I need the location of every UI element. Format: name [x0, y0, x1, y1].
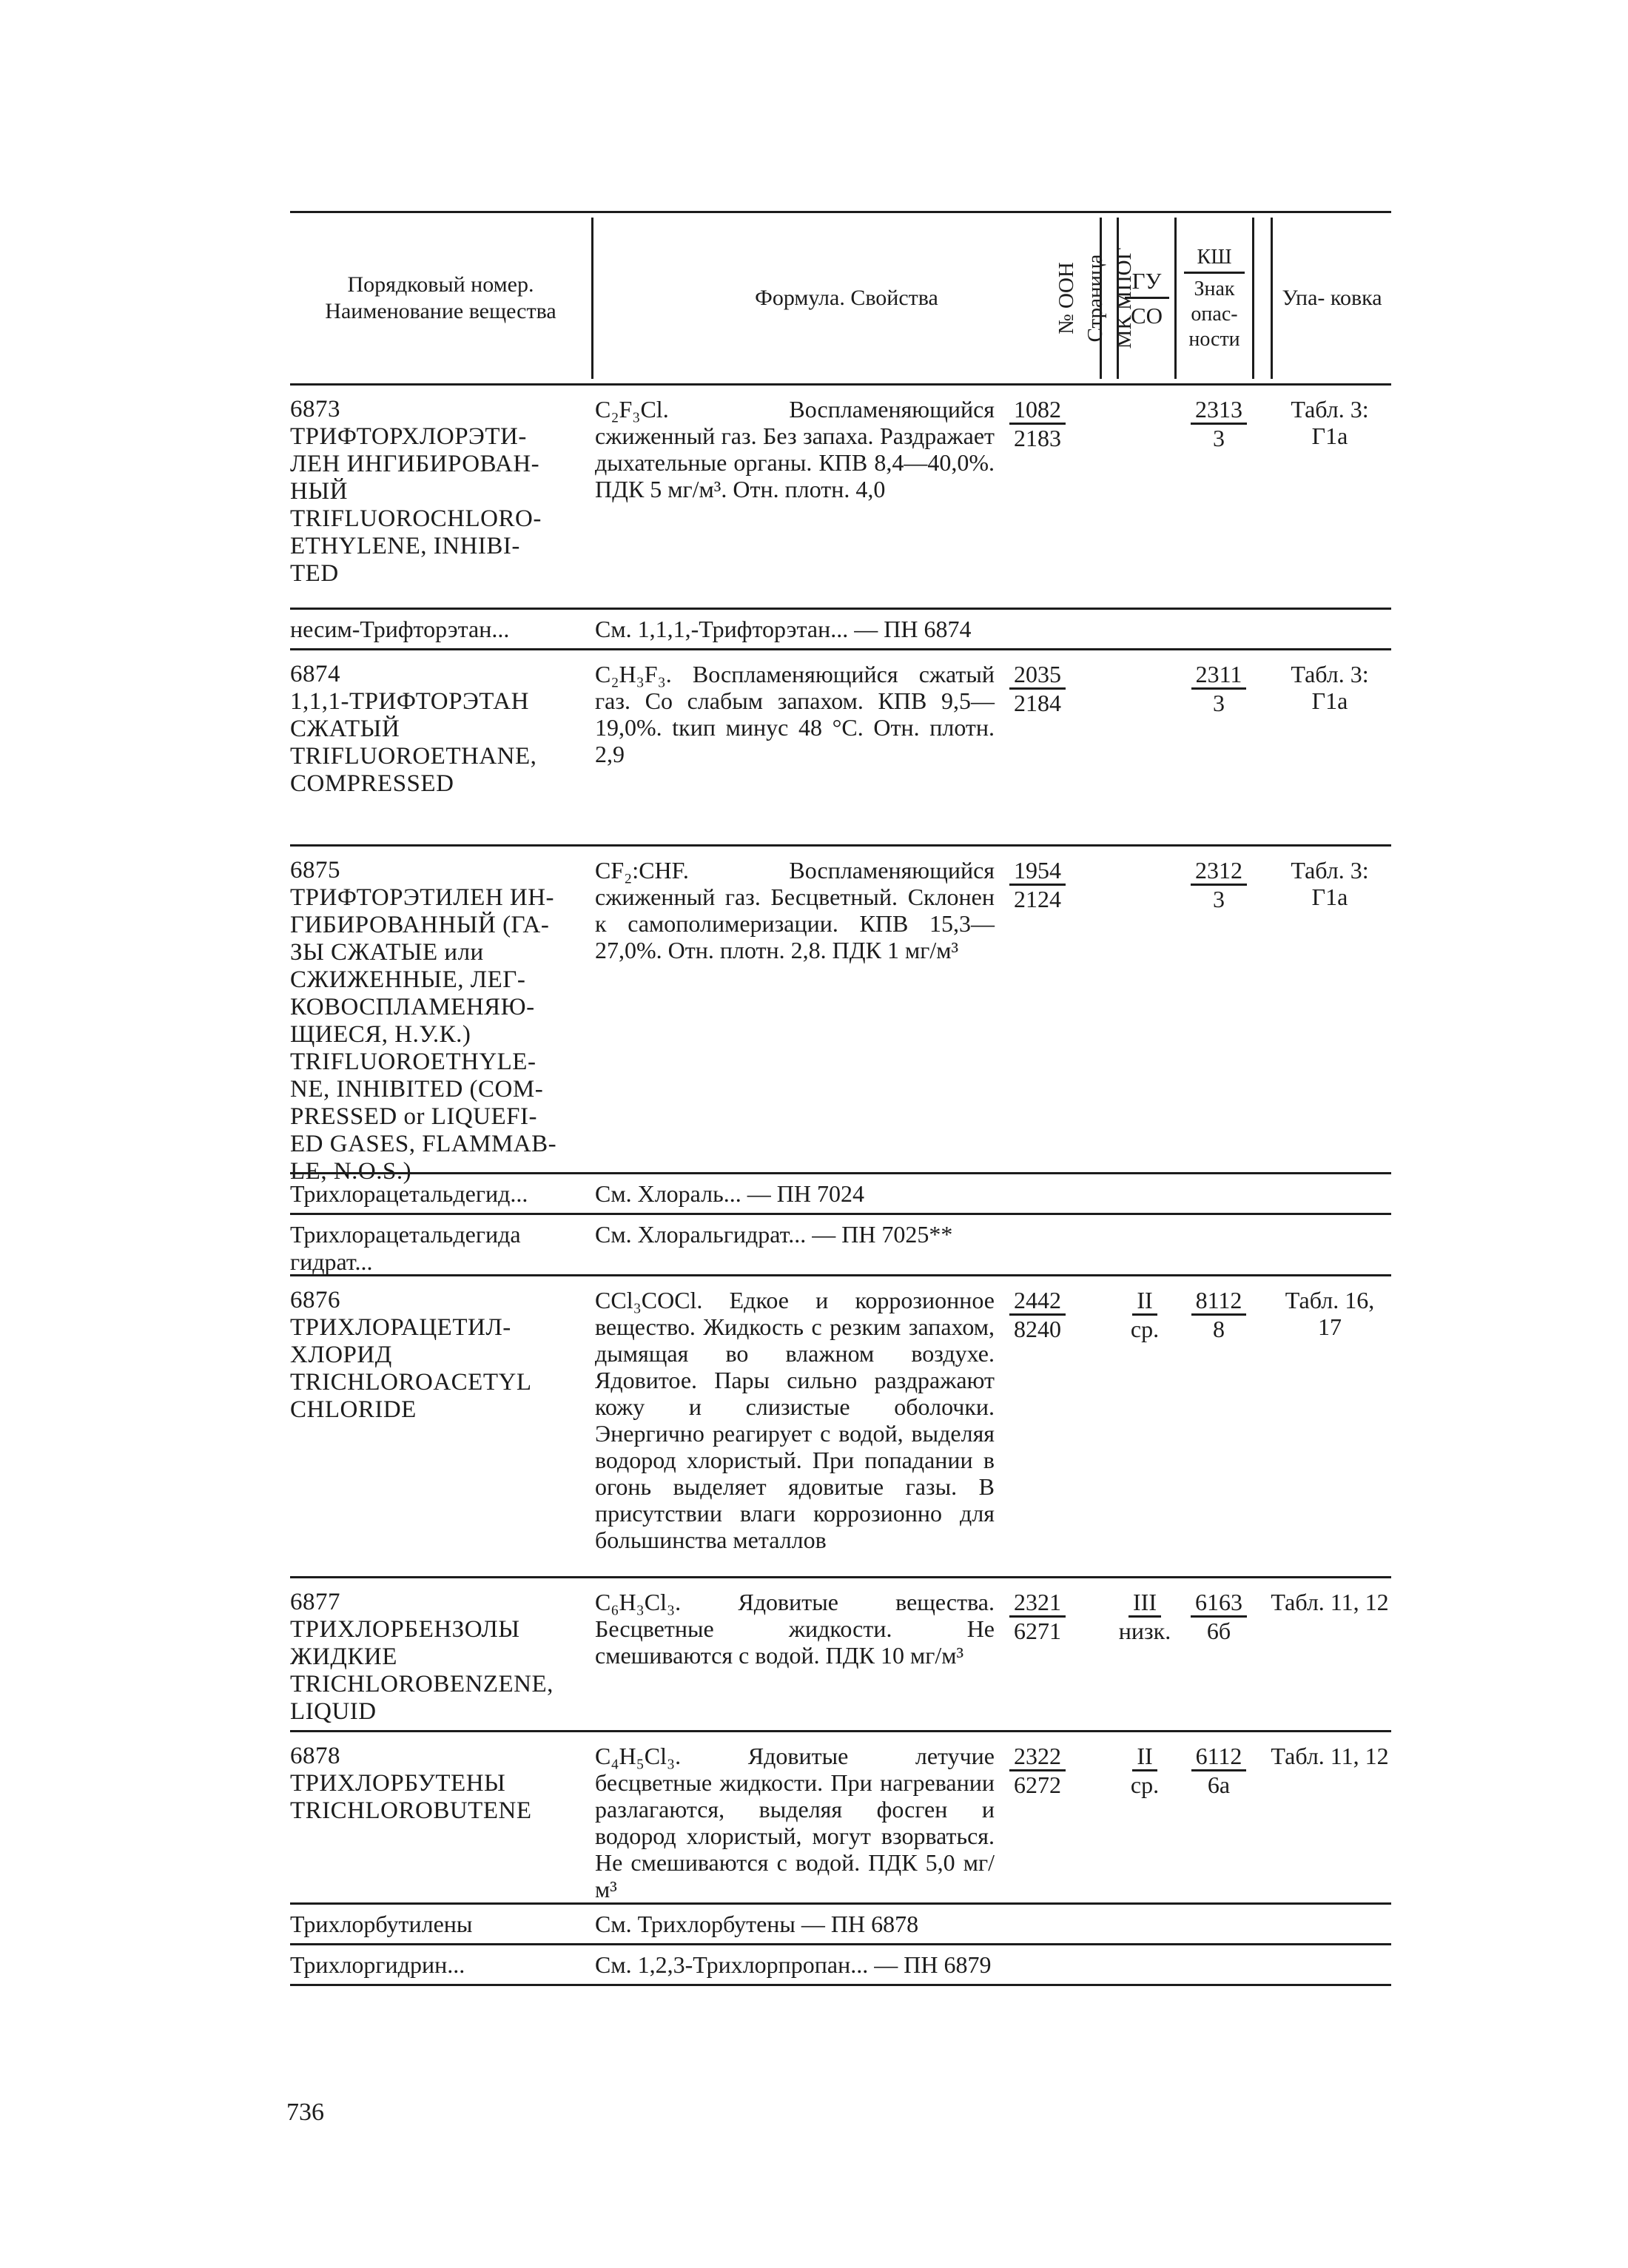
ksh-code-top: 8112	[1191, 1287, 1247, 1316]
ksh-code-top: 6163	[1191, 1589, 1247, 1618]
un-number-bottom: 2124	[1014, 886, 1061, 912]
substance-name: 6877 ТРИХЛОРБЕНЗОЛЫ ЖИДКИЕ TRICHLOROBENZENE, LIQUID	[290, 1589, 554, 1725]
reference-row	[290, 1905, 1391, 1945]
ksh-code-top: 6112	[1191, 1743, 1247, 1771]
un-number-top: 2035	[1009, 661, 1066, 690]
ksh-code-bottom: 3	[1213, 690, 1225, 716]
substance-name: Трихлоргидрин...	[290, 1951, 465, 1978]
gu-group-bottom: низк.	[1118, 1618, 1171, 1644]
page-number: 736	[286, 2099, 324, 2126]
header-name: Порядковый номер. Наименование вещества	[325, 272, 556, 323]
un-number	[997, 1287, 1078, 1342]
packaging: Табл. 3: Г1а	[1291, 396, 1369, 449]
ksh-code	[1178, 1287, 1259, 1342]
substance-formula: CCl₃COCl. Едкое и коррозионное вещество. Жидкость с резким запахом, дымящая во влажном воздухе. Ядовитое. Пары сильно раздражают кожу и слизистые оболочки. Энергично реагирует с водой, выделяя водород хлористый. При попадании в огонь выделяет ядовитые газы. В присутствии влаги коррозионно для большинства металлов	[595, 1287, 995, 1553]
ksh-code-top: 2311	[1191, 661, 1247, 690]
substance-formula: См. 1,2,3-Трихлорпропан... — ПН 6879	[595, 1951, 992, 1978]
header-ksh: КШ Знак опас- ности	[1177, 213, 1252, 383]
ksh-code-bottom: 6а	[1207, 1771, 1231, 1798]
gu-group-top: III	[1128, 1589, 1161, 1618]
un-number	[997, 1743, 1078, 1798]
gu-group-bottom: ср.	[1130, 1316, 1160, 1342]
ksh-code-bottom: 8	[1213, 1316, 1225, 1342]
substance-formula: См. Хлораль... — ПН 7024	[595, 1180, 864, 1207]
un-number-bottom: 2184	[1014, 690, 1061, 716]
un-number-bottom: 2183	[1014, 425, 1061, 451]
substance-row	[290, 1276, 1391, 1578]
gu-group-top: II	[1132, 1287, 1157, 1316]
header-pack: Упа- ковка	[1282, 286, 1382, 310]
un-number-top: 1082	[1009, 396, 1066, 425]
substance-name: 6878 ТРИХЛОРБУТЕНЫ TRICHLOROBUTENE	[290, 1743, 532, 1824]
packaging: Табл. 11, 12	[1271, 1743, 1389, 1769]
substance-formula: C₄H₅Cl₃. Ядовитые летучие бесцветные жидкости. При нагревании разлагаются, выделяя фосген и водород хлористый, могут взорваться. Не смешиваются с водой. ПДК 5,0 мг/м³	[595, 1743, 995, 1902]
un-number	[997, 1589, 1078, 1644]
ksh-code-bottom: 3	[1213, 886, 1225, 912]
ksh-code	[1178, 1589, 1259, 1644]
ksh-code	[1178, 857, 1259, 912]
reference-row	[290, 610, 1391, 650]
substance-formula: C₂F₃Cl. Воспламеняющийся сжиженный газ. Без запаха. Раздражает дыхательные органы. КПВ 8,4—40,0%. ПДК 5 мг/м³. Отн. плотн. 4,0	[595, 396, 995, 502]
ksh-code	[1178, 396, 1259, 451]
substance-formula: См. 1,1,1,-Трифторэтан... — ПН 6874	[595, 616, 972, 642]
header-gu: ГУ СО	[1119, 213, 1174, 383]
reference-row	[290, 1945, 1391, 1986]
gu-group	[1104, 1287, 1185, 1342]
packaging: Табл. 16, 17	[1285, 1287, 1375, 1340]
header-formula: Формула. Свойства	[755, 286, 938, 310]
un-number-bottom: 6271	[1014, 1618, 1061, 1644]
ksh-code-top: 2312	[1191, 857, 1247, 886]
substance-name: 6874 1,1,1-ТРИФТОРЭТАН СЖАТЫЙ TRIFLUOROETHANE, COMPRESSED	[290, 661, 537, 797]
un-number-top: 2322	[1009, 1743, 1066, 1771]
substance-name: 6875 ТРИФТОРЭТИЛЕН ИН- ГИБИРОВАННЫЙ (ГА- ЗЫ СЖАТЫЕ или СЖИЖЕННЫЕ, ЛЕГ- КОВОСПЛАМЕНЯЮ- ЩИЕСЯ, Н.У.К.) TRIFLUOROETHYLE- NE, INHIBITED (COM- PRESSED or LIQUEFI- ED GASES, FLAMMAB- LE, N.O.S.)	[290, 857, 557, 1185]
substance-formula: См. Трихлорбутены — ПН 6878	[595, 1911, 919, 1937]
ksh-code	[1178, 661, 1259, 716]
substance-row	[290, 1732, 1391, 1905]
reference-row	[290, 1174, 1391, 1215]
header-un-number: № ООН Страница МК МПОГ	[1054, 247, 1136, 349]
substance-row	[290, 650, 1391, 847]
un-number-bottom: 8240	[1014, 1316, 1061, 1342]
packaging: Табл. 11, 12	[1271, 1589, 1389, 1615]
un-number-bottom: 6272	[1014, 1771, 1061, 1798]
un-number-top: 2442	[1009, 1287, 1066, 1316]
substance-formula: См. Хлоральгидрат... — ПН 7025**	[595, 1221, 953, 1248]
packaging: Табл. 3: Г1а	[1291, 661, 1369, 714]
substance-formula: C₆H₃Cl₃. Ядовитые вещества. Бесцветные жидкости. Не смешиваются с водой. ПДК 10 мг/м³	[595, 1589, 995, 1669]
ksh-code-bottom: 6б	[1206, 1618, 1231, 1644]
un-number-top: 1954	[1009, 857, 1066, 886]
gu-group	[1104, 1743, 1185, 1798]
substance-name: 6873 ТРИФТОРХЛОРЭТИ- ЛЕН ИНГИБИРОВАН- НЫЙ TRIFLUOROCHLORO- ETHYLENE, INHIBI- TED	[290, 396, 542, 587]
substance-name: Трихлорбутилены	[290, 1911, 473, 1937]
reference-row	[290, 1215, 1391, 1276]
substance-row	[290, 1578, 1391, 1732]
gu-group	[1104, 1589, 1185, 1644]
substance-name: 6876 ТРИХЛОРАЦЕТИЛ- ХЛОРИД TRICHLOROACETYL CHLORIDE	[290, 1287, 532, 1423]
substance-row	[290, 386, 1391, 610]
substance-name: несим-Трифторэтан...	[290, 616, 510, 642]
table-header	[290, 211, 1391, 386]
ksh-code-bottom: 3	[1213, 425, 1225, 451]
un-number	[997, 857, 1078, 912]
substance-formula: CF₂:CHF. Воспламеняющийся сжиженный газ. Бесцветный. Склонен к самополимеризации. КПВ 15,3—27,0%. Отн. плотн. 2,8. ПДК 1 мг/м³	[595, 857, 995, 963]
un-number	[997, 396, 1078, 451]
substance-name: Трихлорацетальдегида гидрат...	[290, 1221, 521, 1275]
gu-group-top: II	[1132, 1743, 1157, 1771]
substance-formula: C₂H₃F₃. Воспламеняющийся сжатый газ. Со слабым запахом. КПВ 9,5—19,0%. tкип минус 48 °С. Отн. плотн. 2,9	[595, 661, 995, 767]
packaging: Табл. 3: Г1а	[1291, 857, 1369, 910]
ksh-code-top: 2313	[1191, 396, 1247, 425]
substance-name: Трихлорацетальдегид...	[290, 1180, 528, 1207]
hazard-substances-table	[290, 211, 1391, 1986]
un-number	[997, 661, 1078, 716]
substance-row	[290, 847, 1391, 1185]
ksh-code	[1178, 1743, 1259, 1798]
un-number-top: 2321	[1009, 1589, 1066, 1618]
gu-group-bottom: ср.	[1130, 1771, 1160, 1798]
